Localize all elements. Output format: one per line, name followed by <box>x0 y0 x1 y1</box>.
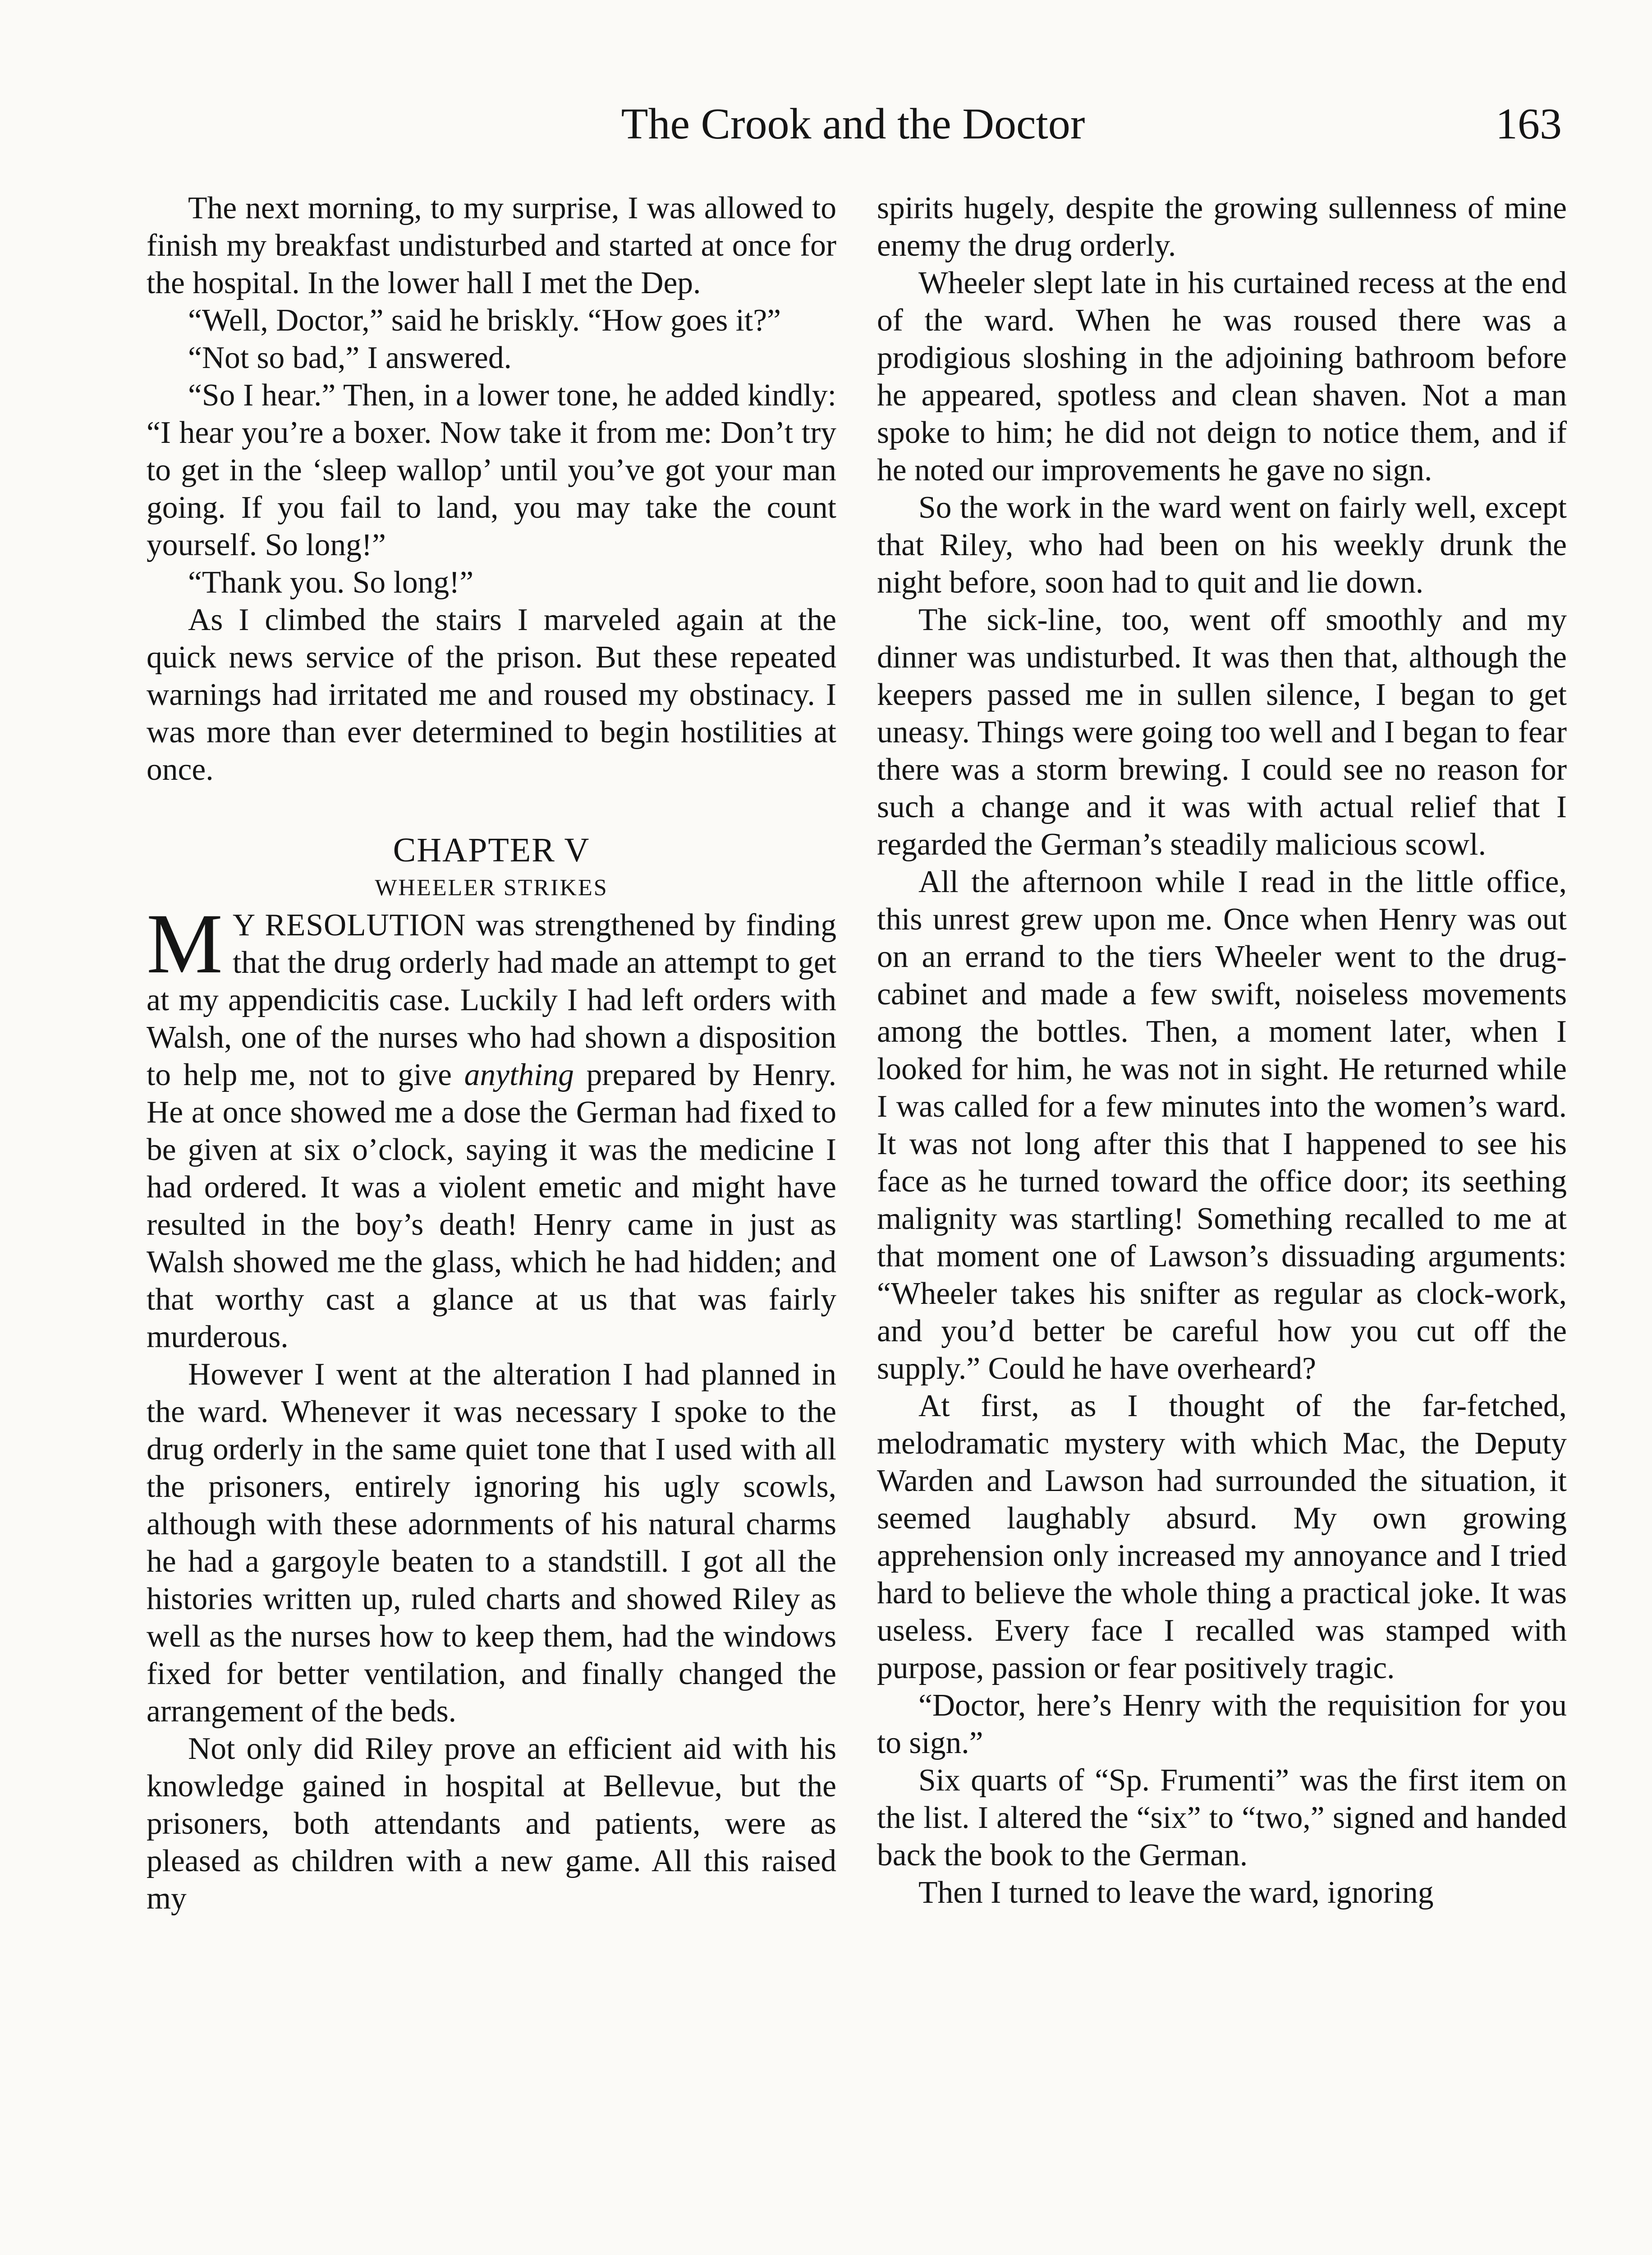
paragraph: The next morning, to my surprise, I was allowed to finish my breakfast undisturbed and started at once for the hospital. In the lower hall I met the Dep. <box>147 191 836 300</box>
paragraph: The sick-line, too, went off smoothly and my dinner was undisturbed. It was then that, although the keepers passed me in sullen silence, I began to get uneasy. Things were going too well and I began to fear there was a storm brewing. I could see no reason for such a change and it was with actual relief that I regarded the German’s steadily malicious scowl. <box>877 603 1567 862</box>
running-title: The Crook and the Doctor <box>621 100 1085 148</box>
paragraph: All the afternoon while I read in the little office, this unrest grew upon me. Once when Henry was out on an errand to the tiers Wheeler went to the drug-cabinet and made a few swift, noiseless movements among the bottles. Then, a moment later, when I looked for him, he was not in sight. He returned while I was called for a few minutes into the women’s ward. It was not long after this that I happened to see his face as he turned toward the office door; its seething malignity was startling! Something recalled to me at that moment one of Lawson’s dissuading arguments: “Wheeler takes his snifter as regular as clock-work, and you’d better be careful how you cut off the supply.” Could he have overheard? <box>877 865 1567 1386</box>
opening-paragraph <box>147 897 836 1356</box>
paragraph: Not only did Riley prove an efficient aid with his knowledge gained in hospital at Bellevue, but the prisoners, both attendants and patients, were as pleased as children with a new game. All this raised my <box>147 1731 836 1916</box>
paragraph: However I went at the alteration I had planned in the ward. Whenever it was necessary I spoke to the drug orderly in the same quiet tone that I used with all the prisoners, entirely ignoring his ugly scowls, although with these adornments of his natural charms he had a gargoyle beaten to a standstill. I got all the histories written up, ruled charts and showed Riley as well as the nurses how to keep them, had the windows fixed for better ventilation, and finally changed the arrangement of the beds. <box>147 1357 836 1729</box>
paragraph: “Well, Doctor,” said he briskly. “How goes it?” <box>188 303 781 338</box>
drop-cap: M <box>147 897 223 991</box>
page-number: 163 <box>1496 100 1562 148</box>
italic-word: anything <box>464 1058 574 1092</box>
paragraph: As I climbed the stairs I marveled again at the quick news service of the prison. But these repeated warnings had irritated me and roused my obstinacy. I was more than ever determined to begin hostilities at once. <box>147 603 836 787</box>
paragraph: Then I turned to leave the ward, ignoring <box>918 1875 1434 1910</box>
running-header <box>144 97 1562 151</box>
left-column <box>147 189 836 1917</box>
paragraph-text: was strengthened by finding that the drug orderly had made an attempt to get at my appendicitis case. Luckily I had left orders with Walsh, one of the nurses who had shown a disposition to help me, not to give <box>147 908 836 1092</box>
chapter-subtitle: WHEELER STRIKES <box>375 875 608 901</box>
small-caps-lead: Y RESOLUTION <box>232 908 466 943</box>
paragraph: Wheeler slept late in his curtained recess at the end of the ward. When he was roused there was a prodigious sloshing in the adjoining bathroom before he appeared, spotless and clean shaven. Not a man spoke to him; he did not deign to notice them, and if he noted our improvements he gave no sign. <box>877 266 1567 488</box>
paragraph: “Thank you. So long!” <box>188 565 474 600</box>
paragraph: “Not so bad,” I answered. <box>188 341 512 375</box>
paragraph-text: prepared by Henry. He at once showed me a dose the German had fixed to be given at six o’clock, saying it was the medicine I had ordered. It was a violent emetic and might have resulted in the boy’s death! Henry came in just as Walsh showed me the glass, which he had hidden; and that worthy cast a glance at us that was fairly murderous. <box>147 1058 836 1354</box>
paragraph: Six quarts of “Sp. Frumenti” was the first item on the list. I altered the “six” to “two,” signed and handed back the book to the German. <box>877 1763 1567 1873</box>
section-gap <box>147 788 836 832</box>
chapter-heading: CHAPTER V <box>393 831 590 869</box>
paragraph: So the work in the ward went on fairly well, except that Riley, who had been on his weekly drunk the night before, soon had to quit and lie down. <box>877 490 1567 600</box>
paragraph: “Doctor, here’s Henry with the requisition for you to sign.” <box>877 1688 1567 1760</box>
right-column <box>877 189 1567 1911</box>
paragraph: “So I hear.” Then, in a lower tone, he added kindly: “I hear you’re a boxer. Now take it from me: Don’t try to get in the ‘sleep wallop’ until you’ve got your man going. If you fail to land, you may take the count yourself. So long!” <box>147 378 836 562</box>
paragraph: spirits hugely, despite the growing sullenness of mine enemy the drug orderly. <box>877 191 1567 263</box>
paragraph: At first, as I thought of the far-fetched, melodramatic mystery with which Mac, the Deputy Warden and Lawson had surrounded the situation, it seemed laughably absurd. My own growing apprehension only increased my annoyance and I tried hard to believe the whole thing a practical joke. It was useless. Every face I recalled was stamped with purpose, passion or fear positively tragic. <box>877 1389 1567 1685</box>
